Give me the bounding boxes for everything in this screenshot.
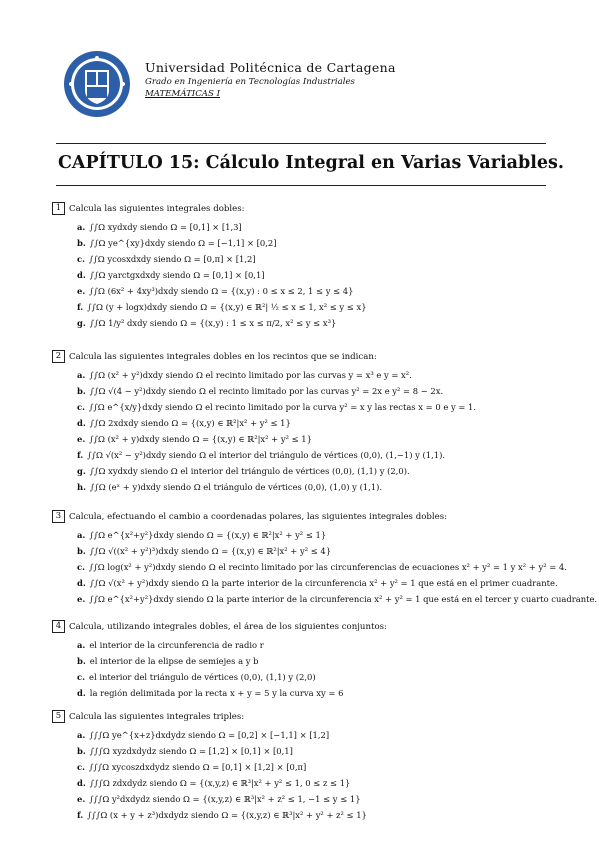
bottom-rule: [56, 185, 546, 186]
list-item: c. ∫∫Ω e^{x/y}dxdy siendo Ω el recinto limitado por la curva y² = x y las rectas x = 0 e y = 1.: [77, 402, 477, 412]
list-item: h. ∫∫Ω (eˣ + y)dxdy siendo Ω el triángulo de vértices (0,0), (1,0) y (1,1).: [77, 482, 383, 492]
list-item: b. el interior de la elipse de semiejes a y b: [77, 656, 259, 666]
exercise-statement: Calcula, efectuando el cambio a coordenadas polares, las siguientes integrales dobles:: [69, 511, 448, 522]
list-item: c. ∫∫∫Ω xycoszdxdydz siendo Ω = [0,1] × [1,2] × [0,π]: [77, 762, 307, 772]
list-item: d. ∫∫∫Ω zdxdydz siendo Ω = {(x,y,z) ∈ ℝ³|x² + y² ≤ 1, 0 ≤ z ≤ 1}: [77, 778, 351, 788]
exercise-statement: Calcula las siguientes integrales dobles:: [69, 203, 245, 214]
exercise-statement: Calcula las siguientes integrales dobles en los recintos que se indican:: [69, 351, 377, 362]
list-item: g. ∫∫Ω xydxdy siendo Ω el interior del triángulo de vértices (0,0), (1,1) y (2,0).: [77, 466, 410, 476]
exercise-number: 5: [52, 710, 65, 723]
exercise-statement: Calcula las siguientes integrales triples:: [69, 711, 245, 722]
list-item: b. ∫∫Ω √((x² + y²)³)dxdy siendo Ω = {(x,y) ∈ ℝ²|x² + y² ≤ 4}: [77, 546, 332, 556]
exercise-2: [52, 350, 572, 495]
list-item: f. ∫∫Ω (y + logx)dxdy siendo Ω = {(x,y) ∈ ℝ²| ½ ≤ x ≤ 1, x² ≤ y ≤ x}: [77, 302, 367, 312]
exercise-number: 1: [52, 202, 65, 215]
list-item: f. ∫∫∫Ω (x + y + z³)dxdydz siendo Ω = {(x,y,z) ∈ ℝ³|x² + y² + z² ≤ 1}: [77, 810, 367, 820]
list-item: e. ∫∫Ω e^{x²+y²}dxdy siendo Ω la parte interior de la circunferencia x² + y² = 1 que está en el tercer y cuarto cuadrante.: [77, 594, 598, 604]
list-item: f. ∫∫Ω √(x² − y²)dxdy siendo Ω el interior del triángulo de vértices (0,0), (1,−1) y (1,1).: [77, 450, 446, 460]
exercise-3: [52, 510, 598, 607]
list-item: a. ∫∫Ω e^{x²+y²}dxdy siendo Ω = {(x,y) ∈ ℝ²|x² + y² ≤ 1}: [77, 530, 327, 540]
list-item: c. el interior del triángulo de vértices (0,0), (1,1) y (2,0): [77, 672, 316, 682]
exercise-statement: Calcula, utilizando integrales dobles, el área de los siguientes conjuntos:: [69, 621, 387, 632]
list-item: a. ∫∫∫Ω ye^{x+z}dxdydz siendo Ω = [0,2] × [−1,1] × [1,2]: [77, 730, 330, 740]
exercise-1: [52, 202, 572, 331]
exercise-number: 4: [52, 620, 65, 633]
list-item: d. ∫∫Ω √(x² + y²)dxdy siendo Ω la parte interior de la circunferencia x² + y² = 1 que está en el primer cuadrante.: [77, 578, 558, 588]
chapter-title: CAPÍTULO 15: Cálculo Integral en Varias Variables.: [58, 153, 564, 173]
exercise-number: 2: [52, 350, 65, 363]
university-logo: [63, 50, 131, 118]
list-item: e. ∫∫Ω (6x² + 4xy³)dxdy siendo Ω = {(x,y) : 0 ≤ x ≤ 2, 1 ≤ y ≤ 4}: [77, 286, 354, 296]
exercise-5: [52, 710, 572, 823]
list-item: b. ∫∫∫Ω xyzdxdydz siendo Ω = [1,2] × [0,1] × [0,1]: [77, 746, 293, 756]
list-item: c. ∫∫Ω log(x² + y²)dxdy siendo Ω el recinto limitado por las circunferencias de ecuaciones x² + y² = 1 y x² + y² = 4.: [77, 562, 567, 572]
list-item: b. ∫∫Ω √(4 − y²)dxdy siendo Ω el recinto limitado por las curvas y² = 2x e y² = 8 − 2x.: [77, 386, 444, 396]
list-item: c. ∫∫Ω ycosxdxdy siendo Ω = [0,π] × [1,2]: [77, 254, 256, 264]
list-item: d. la región delimitada por la recta x + y = 5 y la curva xy = 6: [77, 688, 344, 698]
exercise-4: [52, 620, 572, 701]
list-item: e. ∫∫∫Ω y²dxdydz siendo Ω = {(x,y,z) ∈ ℝ³|x² + z² ≤ 1, −1 ≤ y ≤ 1}: [77, 794, 361, 804]
list-item: e. ∫∫Ω (x² + y)dxdy siendo Ω = {(x,y) ∈ ℝ²|x² + y² ≤ 1}: [77, 434, 312, 444]
university-name: Universidad Politécnica de Cartagena: [145, 60, 396, 75]
exercise-number: 3: [52, 510, 65, 523]
list-item: d. ∫∫Ω 2xdxdy siendo Ω = {(x,y) ∈ ℝ²|x² + y² ≤ 1}: [77, 418, 291, 428]
list-item: g. ∫∫Ω 1/y² dxdy siendo Ω = {(x,y) : 1 ≤ x ≤ π/2, x² ≤ y ≤ x³}: [77, 318, 337, 328]
list-item: b. ∫∫Ω ye^{xy}dxdy siendo Ω = [−1,1] × [0,2]: [77, 238, 277, 248]
top-rule: [56, 143, 546, 144]
list-item: a. ∫∫Ω xydxdy siendo Ω = [0,1] × [1,3]: [77, 222, 242, 232]
list-item: a. ∫∫Ω (x² + y²)dxdy siendo Ω el recinto limitado por las curvas y = x³ e y = x².: [77, 370, 412, 380]
course-name: MATEMÁTICAS I: [145, 89, 220, 99]
degree-name: Grado en Ingeniería en Tecnologías Industriales: [145, 77, 355, 87]
list-item: a. el interior de la circunferencia de radio r: [77, 640, 264, 650]
list-item: d. ∫∫Ω yarctgxdxdy siendo Ω = [0,1] × [0,1]: [77, 270, 265, 280]
